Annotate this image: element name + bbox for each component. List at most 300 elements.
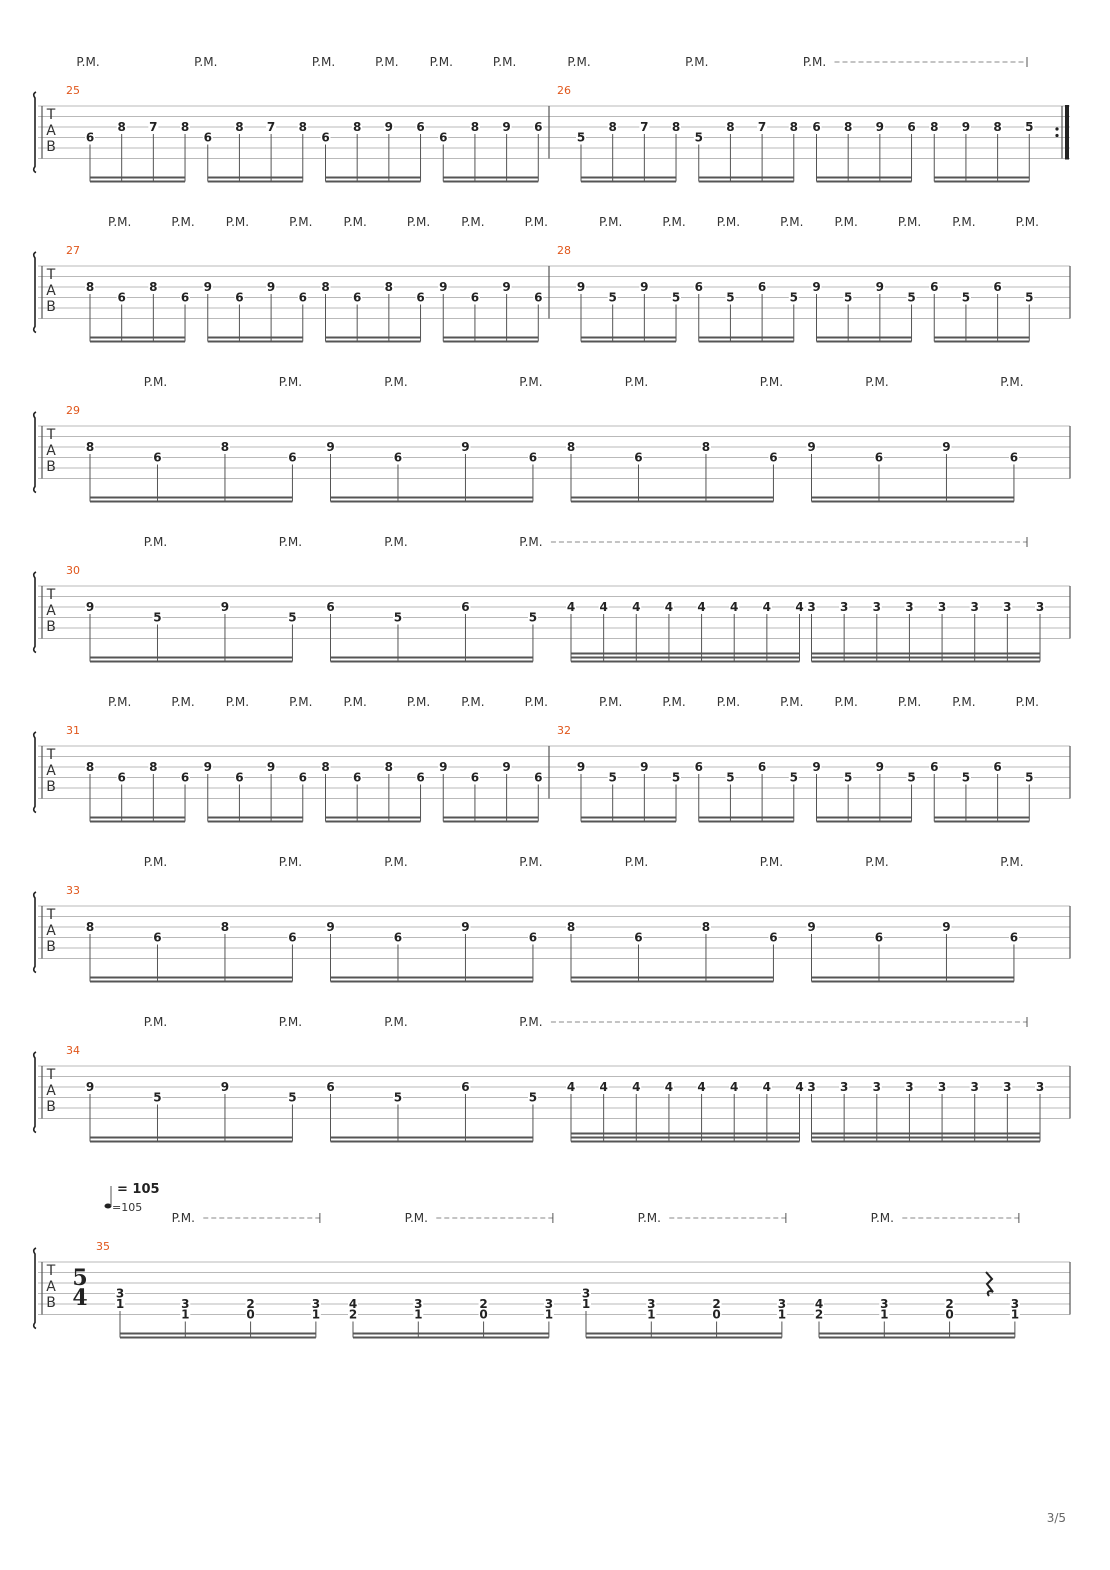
- fret-number: 6: [757, 760, 767, 774]
- fret-number: 0: [712, 1307, 721, 1322]
- palm-mute-label: P.M.: [519, 375, 543, 389]
- fret-number: 3: [414, 1297, 423, 1311]
- palm-mute-label: P.M.: [834, 215, 858, 229]
- fret-number: 8: [149, 280, 158, 294]
- fret-number: 8: [384, 280, 394, 294]
- fret-number: 6: [461, 1080, 470, 1094]
- fret-number: 0: [479, 1307, 488, 1322]
- fret-number: 5: [528, 1090, 538, 1105]
- fret-number: 1: [115, 1297, 125, 1311]
- fret-number: 7: [266, 120, 276, 134]
- fret-number: 5: [1025, 290, 1034, 305]
- fret-number: 9: [875, 280, 885, 294]
- fret-number: 4: [566, 600, 576, 614]
- fret-number: 1: [647, 1307, 656, 1322]
- fret-number: 8: [726, 120, 735, 134]
- fret-number: 3: [1035, 600, 1045, 614]
- system-bracket: [34, 252, 36, 333]
- fret-number: 6: [1009, 450, 1019, 465]
- fret-number: 6: [180, 770, 190, 785]
- palm-mute-label: P.M.: [278, 1015, 303, 1029]
- fret-number: 6: [461, 600, 470, 614]
- fret-number: 4: [566, 1080, 576, 1094]
- fret-number: 6: [534, 120, 543, 134]
- fret-number: 6: [153, 930, 162, 945]
- fret-number: 1: [181, 1307, 190, 1322]
- palm-mute-label: P.M.: [278, 855, 303, 869]
- fret-number: 3: [872, 1080, 881, 1094]
- fret-number: 5: [726, 290, 735, 305]
- palm-mute-label: P.M.: [343, 695, 367, 709]
- fret-number: 3: [880, 1297, 889, 1311]
- tab-system-7: [34, 1017, 1070, 1142]
- fret-number: 5: [907, 770, 916, 785]
- fret-number: 6: [117, 770, 126, 785]
- fret-number: 6: [534, 770, 543, 785]
- fret-number: 3: [777, 1297, 787, 1311]
- fret-number: 9: [576, 280, 586, 294]
- fret-number: 6: [393, 930, 403, 945]
- tab-clef-letter: A: [46, 283, 56, 299]
- palm-mute-label: P.M.: [870, 1211, 894, 1225]
- palm-mute-label: P.M.: [384, 1015, 408, 1029]
- fret-number: 3: [807, 1080, 816, 1094]
- fret-number: 6: [326, 600, 335, 614]
- fret-number: 4: [599, 600, 608, 614]
- fret-number: 4: [814, 1297, 824, 1311]
- fret-number: 6: [634, 930, 643, 945]
- fret-number: 4: [762, 1080, 772, 1094]
- fret-number: 8: [566, 440, 576, 454]
- fret-number: 8: [149, 760, 158, 774]
- fret-number: 6: [326, 1080, 335, 1094]
- fret-number: 6: [470, 290, 480, 305]
- palm-mute-label: P.M.: [143, 1015, 168, 1029]
- palm-mute-label: P.M.: [952, 695, 976, 709]
- fret-number: 9: [942, 440, 951, 454]
- fret-number: 4: [599, 1080, 608, 1094]
- fret-number: 5: [393, 610, 403, 625]
- fret-number: 3: [872, 600, 881, 614]
- palm-mute-label: P.M.: [624, 375, 649, 389]
- fret-number: 4: [697, 1080, 706, 1094]
- fret-number: 3: [181, 1297, 190, 1311]
- fret-number: 5: [153, 1090, 162, 1105]
- fret-number: 2: [814, 1307, 824, 1322]
- tab-clef-letter: T: [46, 427, 56, 443]
- tab-clef-letter: B: [46, 939, 56, 955]
- tab-system-6: [34, 892, 1070, 982]
- palm-mute-label: P.M.: [524, 215, 548, 229]
- palm-mute-label: P.M.: [637, 1211, 661, 1225]
- palm-mute-label: P.M.: [107, 695, 132, 709]
- fret-number: 6: [352, 770, 362, 785]
- palm-mute-label: P.M.: [1015, 215, 1039, 229]
- fret-number: 9: [502, 120, 511, 134]
- tab-clef-letter: T: [46, 267, 56, 283]
- fret-number: 5: [288, 1090, 297, 1105]
- tab-clef-letter: A: [46, 123, 56, 139]
- fret-number: 5: [153, 610, 162, 625]
- fret-number: 4: [730, 600, 739, 614]
- fret-number: 5: [288, 610, 297, 625]
- palm-mute-label: P.M.: [865, 375, 889, 389]
- fret-number: 8: [701, 440, 711, 454]
- fret-number: 6: [117, 290, 126, 305]
- fret-number: 9: [812, 280, 821, 294]
- fret-number: 6: [85, 130, 95, 145]
- fret-number: 6: [993, 280, 1002, 294]
- fret-number: 8: [566, 920, 576, 934]
- measure-number: 34: [66, 1044, 80, 1057]
- fret-number: 6: [634, 450, 643, 465]
- fret-number: 3: [1003, 600, 1012, 614]
- fret-number: 9: [85, 1080, 95, 1094]
- fret-number: 9: [203, 280, 212, 294]
- palm-mute-label: P.M.: [194, 55, 218, 69]
- fret-number: 2: [479, 1297, 488, 1311]
- fret-number: 6: [907, 120, 916, 134]
- tab-clef-letter: A: [46, 1083, 56, 1099]
- fret-number: 9: [266, 760, 276, 774]
- fret-number: 6: [528, 450, 538, 465]
- fret-number: 8: [352, 120, 362, 134]
- measure-number: 33: [66, 884, 80, 897]
- tab-clef-letter: T: [46, 907, 56, 923]
- palm-mute-label: P.M.: [384, 375, 408, 389]
- fret-number: 9: [461, 920, 470, 934]
- fret-number: 9: [266, 280, 276, 294]
- measure-number: 30: [66, 564, 80, 577]
- fret-number: 8: [384, 760, 394, 774]
- fret-number: 3: [905, 600, 914, 614]
- palm-mute-label: P.M.: [897, 215, 922, 229]
- palm-mute-label: P.M.: [225, 695, 250, 709]
- palm-mute-label: P.M.: [107, 215, 132, 229]
- palm-mute-label: P.M.: [865, 855, 889, 869]
- fret-number: 7: [640, 120, 649, 134]
- fret-number: 8: [789, 120, 798, 134]
- tab-clef-letter: T: [46, 747, 56, 763]
- repeat-dot: [1055, 127, 1058, 130]
- fret-number: 4: [795, 1080, 804, 1094]
- fret-number: 9: [812, 760, 821, 774]
- time-signature-bottom: 4: [72, 1285, 88, 1311]
- fret-number: 1: [311, 1307, 321, 1322]
- fret-number: 9: [439, 760, 448, 774]
- fret-number: 5: [907, 290, 916, 305]
- fret-number: 9: [220, 1080, 230, 1094]
- fret-number: 3: [544, 1297, 554, 1311]
- fret-number: 0: [246, 1307, 255, 1322]
- system-bracket: [34, 732, 36, 813]
- palm-mute-label: P.M.: [384, 855, 408, 869]
- measure-number: 29: [66, 404, 80, 417]
- tab-clef-letter: A: [46, 443, 56, 459]
- fret-number: 9: [875, 760, 885, 774]
- tab-clef-letter: T: [46, 1263, 56, 1279]
- fret-number: 8: [220, 920, 230, 934]
- fret-number: 8: [930, 120, 939, 134]
- fret-number: 3: [1003, 1080, 1012, 1094]
- system-bracket: [34, 892, 36, 973]
- fret-number: 4: [664, 1080, 674, 1094]
- fret-number: 9: [85, 600, 95, 614]
- system-bracket: [34, 572, 36, 653]
- fret-number: 6: [416, 770, 425, 785]
- fret-number: 9: [502, 280, 511, 294]
- palm-mute-label: P.M.: [685, 55, 709, 69]
- fret-number: 4: [795, 600, 804, 614]
- palm-mute-label: P.M.: [519, 1015, 543, 1029]
- fret-number: 3: [839, 600, 849, 614]
- fret-number: 3: [970, 1080, 979, 1094]
- palm-mute-label: P.M.: [759, 375, 784, 389]
- palm-mute-label: P.M.: [598, 215, 623, 229]
- fret-number: 6: [1009, 930, 1019, 945]
- fret-number: 9: [439, 280, 448, 294]
- fret-number: 6: [470, 770, 480, 785]
- fret-number: 4: [697, 600, 706, 614]
- fret-number: 1: [544, 1307, 554, 1322]
- fret-number: 3: [1010, 1297, 1020, 1311]
- fret-number: 5: [1025, 120, 1034, 134]
- fret-number: 5: [528, 610, 538, 625]
- system-bracket: [34, 412, 36, 493]
- fret-number: 9: [961, 120, 971, 134]
- fret-number: 6: [298, 770, 307, 785]
- fret-number: 9: [326, 440, 335, 454]
- fret-number: 5: [671, 770, 681, 785]
- tab-clef-letter: B: [46, 299, 56, 315]
- measure-number: 31: [66, 724, 80, 737]
- tab-clef-letter: B: [46, 459, 56, 475]
- page-number: 3/5: [1046, 1511, 1066, 1525]
- palm-mute-label: P.M.: [171, 1211, 195, 1225]
- fret-number: 5: [608, 770, 617, 785]
- fret-number: 5: [961, 770, 971, 785]
- tab-clef-letter: A: [46, 763, 56, 779]
- fret-number: 2: [348, 1307, 358, 1322]
- fret-number: 9: [326, 920, 335, 934]
- fret-number: 5: [961, 290, 971, 305]
- fret-number: 5: [726, 770, 735, 785]
- fret-number: 6: [812, 120, 821, 134]
- fret-number: 8: [180, 120, 190, 134]
- palm-mute-label: P.M.: [897, 695, 922, 709]
- palm-mute-label: P.M.: [406, 215, 431, 229]
- fret-number: 9: [384, 120, 394, 134]
- fret-number: 4: [632, 600, 641, 614]
- repeat-dot: [1055, 134, 1058, 137]
- fret-number: 8: [321, 760, 330, 774]
- palm-mute-label: P.M.: [519, 535, 543, 549]
- fret-number: 5: [694, 130, 703, 145]
- fret-number: 5: [789, 770, 798, 785]
- fret-number: 3: [807, 600, 816, 614]
- fret-number: 6: [694, 280, 703, 294]
- palm-mute-label: P.M.: [461, 215, 485, 229]
- fret-number: 5: [576, 130, 586, 145]
- palm-mute-label: P.M.: [76, 55, 100, 69]
- fret-number: 2: [712, 1297, 721, 1311]
- fret-number: 9: [203, 760, 212, 774]
- fret-number: 8: [993, 120, 1002, 134]
- fret-number: 6: [874, 450, 884, 465]
- fret-number: 3: [115, 1286, 125, 1301]
- fret-number: 9: [807, 440, 816, 454]
- fret-number: 6: [393, 450, 403, 465]
- fret-number: 6: [288, 450, 297, 465]
- system-bracket: [34, 92, 36, 173]
- fret-number: 8: [608, 120, 617, 134]
- palm-mute-label: P.M.: [289, 695, 313, 709]
- tab-system-3: [34, 412, 1070, 502]
- fret-number: 3: [839, 1080, 849, 1094]
- palm-mute-label: P.M.: [278, 535, 303, 549]
- fret-number: 8: [470, 120, 480, 134]
- fret-number: 6: [235, 290, 244, 305]
- tab-clef-letter: B: [46, 779, 56, 795]
- fret-number: 6: [288, 930, 297, 945]
- fret-number: 8: [117, 120, 126, 134]
- measure-number: 32: [557, 724, 571, 737]
- palm-mute-label: P.M.: [343, 215, 367, 229]
- palm-mute-label: P.M.: [662, 695, 686, 709]
- palm-mute-label: P.M.: [289, 215, 313, 229]
- fret-number: 3: [937, 1080, 947, 1094]
- palm-mute-label: P.M.: [1000, 855, 1024, 869]
- measure-number: 26: [557, 84, 571, 97]
- fret-number: 8: [701, 920, 711, 934]
- fret-number: 9: [807, 920, 816, 934]
- measure-number: 25: [66, 84, 80, 97]
- palm-mute-label: P.M.: [143, 535, 168, 549]
- fret-number: 4: [762, 600, 772, 614]
- palm-mute-label: P.M.: [780, 215, 804, 229]
- palm-mute-label: P.M.: [278, 375, 303, 389]
- fret-number: 3: [647, 1297, 656, 1311]
- time-signature-top: 5: [72, 1265, 88, 1291]
- fret-number: 5: [789, 290, 798, 305]
- fret-number: 1: [581, 1297, 591, 1311]
- fret-number: 6: [180, 290, 190, 305]
- palm-mute-label: P.M.: [375, 55, 399, 69]
- tab-clef-letter: B: [46, 1099, 56, 1115]
- fret-number: 9: [220, 600, 230, 614]
- palm-mute-label: P.M.: [524, 695, 548, 709]
- fret-number: 5: [671, 290, 681, 305]
- system-bracket: [34, 1052, 36, 1133]
- tab-clef-letter: T: [46, 1067, 56, 1083]
- palm-mute-label: P.M.: [492, 55, 517, 69]
- measure-number: 35: [96, 1240, 110, 1253]
- fret-number: 1: [414, 1307, 423, 1322]
- measure-number: 28: [557, 244, 571, 257]
- fret-number: 6: [416, 290, 425, 305]
- fret-number: 5: [843, 290, 853, 305]
- quarter-note-icon: [105, 1204, 112, 1209]
- fret-number: 4: [348, 1297, 358, 1311]
- fret-number: 5: [393, 1090, 403, 1105]
- fret-number: 3: [1035, 1080, 1045, 1094]
- fret-number: 8: [85, 440, 95, 454]
- fret-number: 6: [694, 760, 703, 774]
- fret-number: 8: [85, 280, 95, 294]
- tab-clef-letter: T: [46, 587, 56, 603]
- palm-mute-label: P.M.: [429, 55, 453, 69]
- fret-number: 6: [298, 290, 307, 305]
- fret-number: 8: [235, 120, 244, 134]
- palm-mute-label: P.M.: [171, 695, 195, 709]
- tempo-marking: = 105: [117, 1182, 160, 1197]
- tab-system-4: [34, 537, 1070, 662]
- palm-mute-label: P.M.: [461, 695, 485, 709]
- fret-number: 5: [608, 290, 617, 305]
- repeat-thick-bar: [1065, 105, 1069, 160]
- fret-number: 8: [85, 760, 95, 774]
- fret-number: 3: [581, 1286, 591, 1301]
- palm-mute-label: P.M.: [834, 695, 858, 709]
- palm-mute-label: P.M.: [802, 55, 827, 69]
- fret-number: 5: [1025, 770, 1034, 785]
- fret-number: 6: [416, 120, 425, 134]
- fret-number: 6: [769, 450, 778, 465]
- fret-number: 9: [576, 760, 586, 774]
- fret-number: 9: [461, 440, 470, 454]
- fret-number: 8: [85, 920, 95, 934]
- measure-number: 27: [66, 244, 80, 257]
- palm-mute-label: P.M.: [759, 855, 784, 869]
- palm-mute-label: P.M.: [143, 375, 168, 389]
- fret-number: 9: [502, 760, 511, 774]
- palm-mute-label: P.M.: [404, 1211, 428, 1225]
- fret-number: 6: [203, 130, 212, 145]
- tab-clef-letter: A: [46, 1279, 56, 1295]
- fret-number: 6: [235, 770, 244, 785]
- palm-mute-label: P.M.: [519, 855, 543, 869]
- fret-number: 3: [937, 600, 947, 614]
- palm-mute-label: P.M.: [225, 215, 250, 229]
- fret-number: 6: [534, 290, 543, 305]
- tempo-marking-small: =105: [112, 1201, 143, 1214]
- fret-number: 4: [664, 600, 674, 614]
- fret-number: 0: [945, 1307, 954, 1322]
- fret-number: 1: [777, 1307, 787, 1322]
- fret-number: 6: [757, 280, 767, 294]
- palm-mute-label: P.M.: [1015, 695, 1039, 709]
- palm-mute-label: P.M.: [567, 55, 591, 69]
- fret-number: 8: [321, 280, 330, 294]
- fret-number: 6: [321, 130, 330, 145]
- fret-number: 9: [942, 920, 951, 934]
- fret-number: 9: [875, 120, 885, 134]
- palm-mute-label: P.M.: [716, 215, 741, 229]
- fret-number: 6: [769, 930, 778, 945]
- palm-mute-label: P.M.: [716, 695, 741, 709]
- fret-number: 2: [246, 1297, 255, 1311]
- fret-number: 6: [930, 760, 939, 774]
- system-bracket: [34, 1248, 36, 1329]
- fret-number: 6: [930, 280, 939, 294]
- fret-number: 6: [439, 130, 448, 145]
- fret-number: 8: [298, 120, 307, 134]
- tab-clef-letter: B: [46, 1295, 56, 1311]
- palm-mute-label: P.M.: [1000, 375, 1024, 389]
- fret-number: 7: [757, 120, 767, 134]
- fret-number: 4: [632, 1080, 641, 1094]
- tab-clef-letter: A: [46, 923, 56, 939]
